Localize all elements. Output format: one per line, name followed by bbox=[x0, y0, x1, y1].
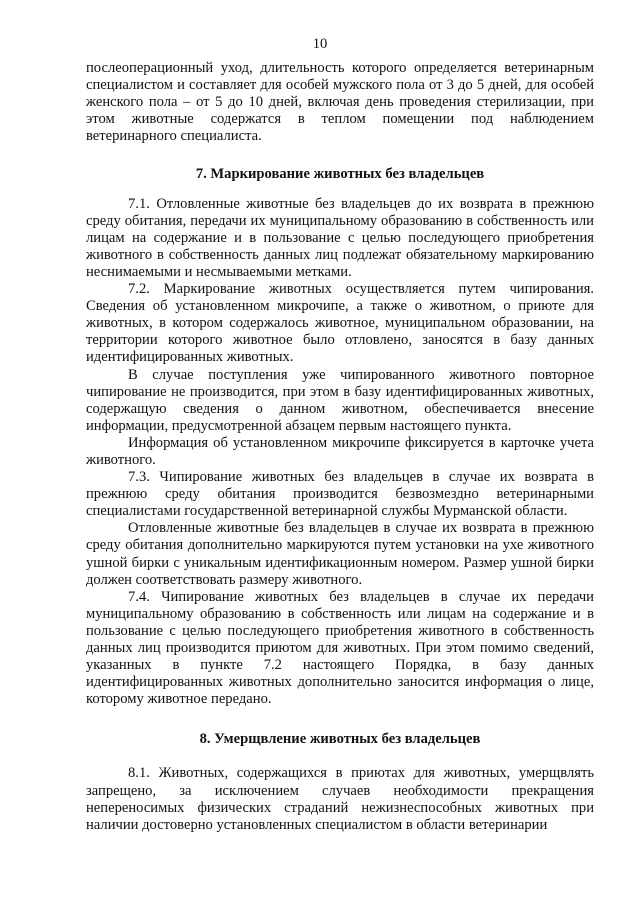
section-7-heading: 7. Маркирование животных без владельцев bbox=[195, 166, 485, 183]
intro-continuation: послеоперационный уход, длительность которого определяется ветеринарным специалистом и составляет для особей мужского пола от 3 до 5 дней, для особей женского пола – от 5 до 10 дней, включая день проведения стерилизации, при этом животные содержатся в теплом помещении под наблюдением ветеринарного специалиста. bbox=[86, 60, 594, 145]
paragraph-7-3: 7.3. Чипирование животных без владельцев в случае их возврата в прежнюю среду обитания производится безвозмездно ветеринарными специалистами государственной ветеринарной службы Мурманской области. bbox=[86, 469, 594, 520]
paragraph-7-1: 7.1. Отловленные животные без владельцев до их возврата в прежнюю среду обитания, передачи их муниципальному образованию в собственность или лицам на содержание и в пользование с целью последующего приобретения животного в собственность данных лиц подлежат обязательному маркированию неснимаемыми и несмываемыми метками. bbox=[86, 195, 594, 280]
page-number: 10 bbox=[312, 36, 328, 52]
document-body bbox=[86, 60, 594, 834]
section-8-heading: 8. Умерщвление животных без владельцев bbox=[199, 731, 481, 748]
paragraph-8-1: 8.1. Животных, содержащихся в приютах для животных, умерщвлять запрещено, за исключением случаев необходимости прекращения непереносимых физических страданий нежизнеспособных животных при наличии достоверно установленных специалистом в области ветеринарии bbox=[86, 765, 594, 833]
paragraph-7-2-repeat-chipping: В случае поступления уже чипированного животного повторное чипирование не производится, при этом в базу идентифицированных животных, содержащую сведения о данном животном, обеспечивается внесение информации, предусмотренной абзацем первым настоящего пункта. bbox=[86, 366, 594, 434]
paragraph-7-3-ear-tag: Отловленные животные без владельцев в случае их возврата в прежнюю среду обитания дополнительно маркируются путем установки на ухе животного ушной бирки с уникальным идентификационным номером. Размер ушной бирки должен соответствовать размеру животного. bbox=[86, 520, 594, 588]
paragraph-7-2-record-card: Информация об установленном микрочипе фиксируется в карточке учета животного. bbox=[86, 434, 594, 468]
paragraph-7-2: 7.2. Маркирование животных осуществляется путем чипирования. Сведения об установленном микрочипе, а также о животном, о приюте для животных, в котором содержалось животное, муниципальном образовании, на территории которого животное было отловлено, заносятся в базу данных идентифицированных животных. bbox=[86, 281, 594, 366]
paragraph-7-4: 7.4. Чипирование животных без владельцев в случае их передачи муниципальному образованию в собственность или лицам на содержание и в пользование с целью последующего приобретения животного в собственность данных лиц производится приютом для животных. При этом помимо сведений, указанных в пункте 7.2 настоящего Порядка, в базу данных идентифицированных животных дополнительно заносится информация о лице, которому животное передано. bbox=[86, 588, 594, 708]
